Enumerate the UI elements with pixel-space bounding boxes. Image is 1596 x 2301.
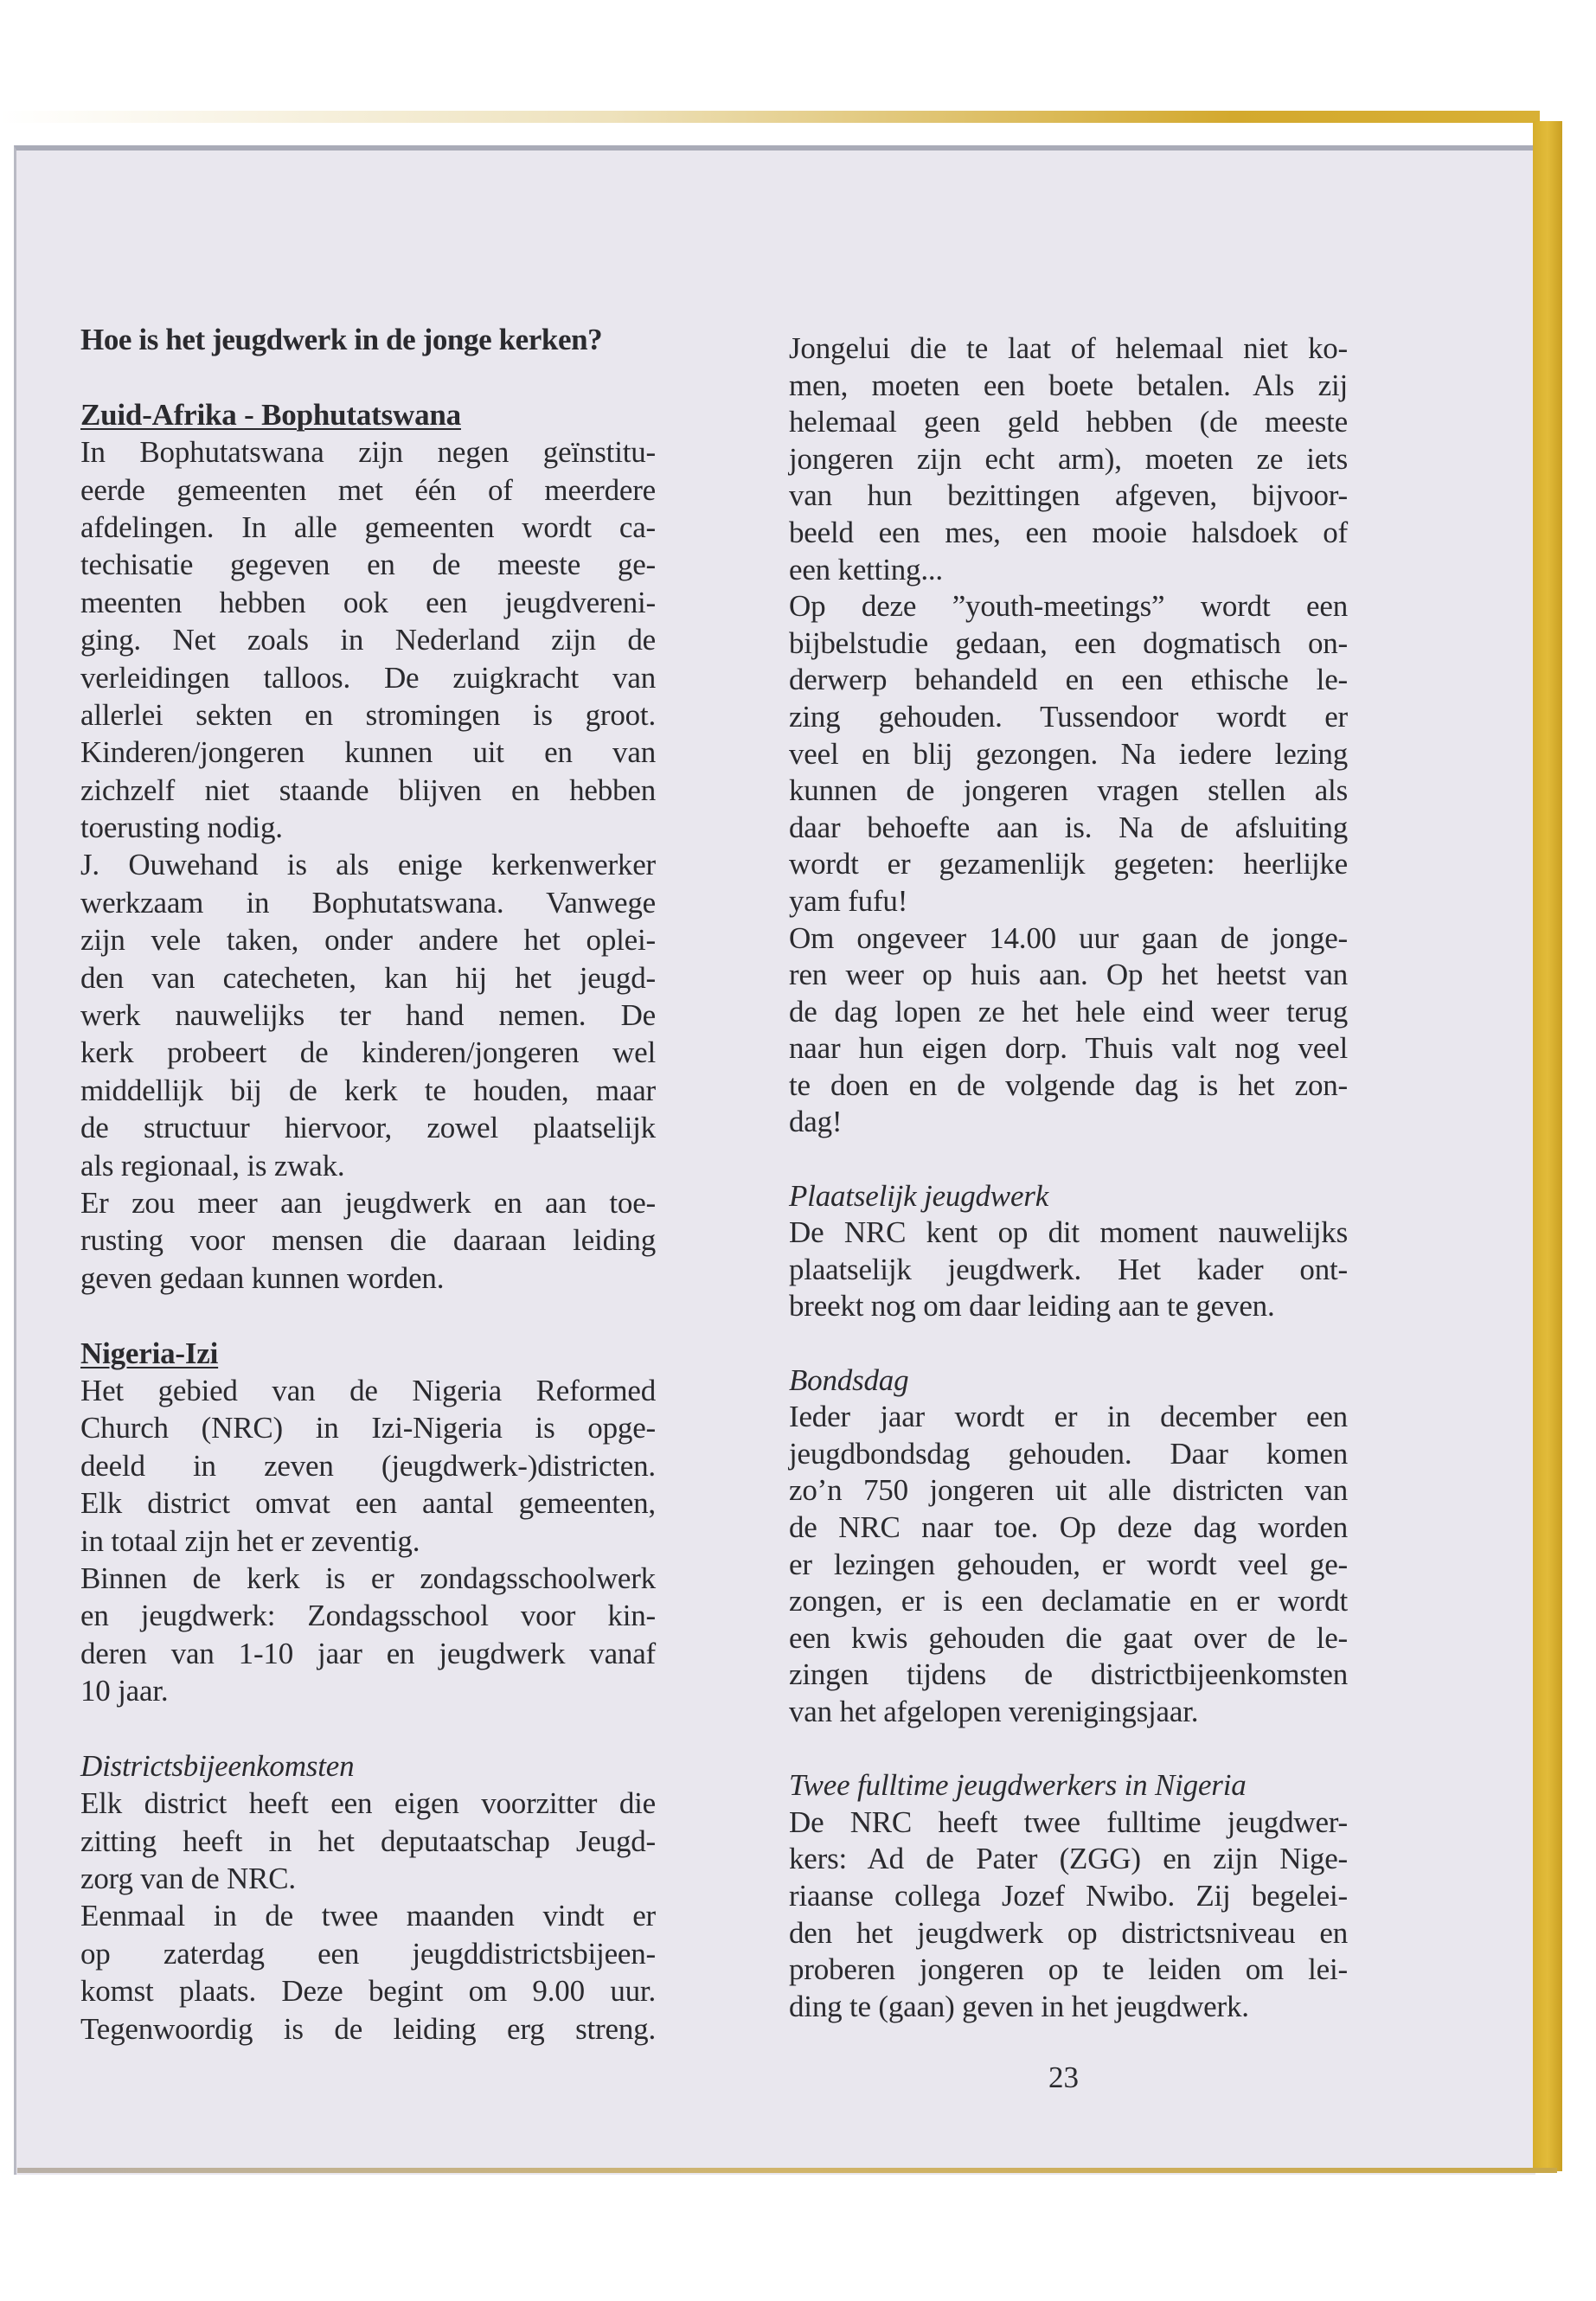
paragraph-line: dag! [789,1105,843,1139]
right-column [789,330,1348,2025]
paragraph-line: veel en blij gezongen. Na iedere lezing [789,736,1348,771]
paragraph-line: riaanse collega Jozef Nwibo. Zij begelei- [789,1878,1348,1913]
paragraph-line: er lezingen gehouden, er wordt veel ge- [789,1547,1348,1581]
paragraph-line: men, moeten een boete betalen. Als zij [789,368,1348,402]
paragraph-line: beeld een mes, een mooie halsdoek of [789,515,1348,549]
paragraph-line: te doen en de volgende dag is het zon- [789,1067,1348,1102]
paragraph-line: toerusting nodig. [80,811,283,845]
paragraph-line: de structuur hiervoor, zowel plaatselijk [80,1111,656,1145]
paragraph-line: Jongelui die te laat of helemaal niet ko- [789,331,1348,365]
paragraph-line: naar hun eigen dorp. Thuis valt nog veel [789,1031,1348,1066]
paragraph-line: proberen jongeren op te leiden om lei- [789,1952,1348,1987]
section-heading: Nigeria-Izi [80,1336,219,1370]
paragraph-line: en jeugdwerk: Zondagsschool voor kin- [80,1599,656,1633]
paragraph-line: deeld in zeven (jeugdwerk-)districten. [80,1448,656,1483]
paragraph-line: kerk probeert de kinderen/jongeren wel [80,1035,656,1070]
paragraph-line: zo’n 750 jongeren uit alle districten van [789,1473,1348,1508]
book-cover-edge [1533,121,1562,2171]
page-number: 23 [1048,2061,1079,2094]
paragraph-line: 10 jaar. [80,1674,169,1708]
article-title: Hoe is het jeugdwerk in de jonge kerken? [80,323,603,356]
paragraph-line: werk nauwelijks ter hand nemen. De [80,998,656,1033]
paragraph-line: Elk district omvat een aantal gemeenten, [80,1486,656,1521]
paragraph-line: ding te (gaan) geven in het jeugdwerk. [789,1989,1249,2023]
paragraph-line: in totaal zijn het er zeventig. [80,1523,420,1558]
subsection-heading: Districtsbijeenkomsten [80,1748,355,1783]
paragraph-line: kunnen de jongeren vragen stellen als [789,773,1348,808]
paragraph-line: de dag lopen ze het hele eind weer terug [789,994,1348,1029]
paragraph-line: bijbelstudie gedaan, een dogmatisch on- [789,625,1348,660]
paragraph-line: In Bophutatswana zijn negen geïnstitu- [80,435,656,470]
paragraph-line: De NRC heeft twee fulltime jeugdwer- [789,1804,1348,1839]
paragraph-line: daar behoefte aan is. Na de afsluiting [789,810,1348,844]
paragraph-line: De NRC kent op dit moment nauwelijks [789,1215,1348,1250]
paragraph-line: geven gedaan kunnen worden. [80,1260,445,1295]
paragraph-line: zichzelf niet staande blijven en hebben [80,772,656,807]
paragraph-line: zongen, er is een declamatie en er wordt [789,1584,1348,1618]
section-heading: Zuid-Afrika - Bophutatswana [80,397,461,432]
paragraph-line: plaatselijk jeugdwerk. Het kader ont- [789,1252,1348,1286]
paragraph-line: werkzaam in Bophutatswana. Vanwege [80,885,656,920]
paragraph-line: den van catecheten, kan hij het jeugd- [80,960,656,995]
paragraph-line: deren van 1-10 jaar en jeugdwerk vanaf [80,1636,656,1670]
left-column [80,321,656,2048]
paragraph-line: zing gehouden. Tussendoor wordt er [789,699,1348,734]
paragraph-line: van hun bezittingen afgeven, bijvoor- [789,478,1348,513]
paragraph-line: techisatie gegeven en de meeste ge- [80,548,656,582]
paragraph-line: Het gebied van de Nigeria Reformed [80,1373,656,1407]
paragraph-line: komst plaats. Deze begint om 9.00 uur. [80,1974,656,2009]
blank-line [80,1297,656,1334]
paragraph-line: de NRC naar toe. Op deze dag worden [789,1510,1348,1544]
blank-line [80,358,656,395]
blank-line [789,1731,1348,1768]
paragraph-line: zingen tijdens de districtbijeenkomsten [789,1657,1348,1692]
paragraph-line: Church (NRC) in Izi-Nigeria is opge- [80,1411,656,1445]
paragraph-line: Om ongeveer 14.00 uur gaan de jonge- [789,920,1348,955]
paragraph-line: zitting heeft in het deputaatschap Jeugd- [80,1823,656,1858]
paragraph-line: helemaal geen geld hebben (de meeste [789,405,1348,439]
paragraph-line: derwerp behandeld en een ethische le- [789,663,1348,697]
paragraph-line: zorg van de NRC. [80,1862,296,1896]
paragraph-line: op zaterdag een jeugddistrictsbijeen- [80,1936,656,1971]
paragraph-line: Ieder jaar wordt er in december een [789,1400,1348,1434]
paragraph-line: Binnen de kerk is er zondagsschoolwerk [80,1561,656,1595]
blank-line [789,1325,1348,1362]
paragraph-line: Eenmaal in de twee maanden vindt er [80,1899,656,1933]
subsection-heading: Bondsdag [789,1362,909,1397]
paragraph-line: zijn vele taken, onder andere het oplei- [80,923,656,958]
paragraph-line: ren weer op huis aan. Op het heetst van [789,958,1348,992]
paragraph-line: ging. Net zoals in Nederland zijn de [80,623,656,657]
subsection-heading: Plaatselijk jeugdwerk [789,1178,1049,1213]
book-bottom-edge [17,2168,1557,2173]
paragraph-line: een kwis gehouden die gaat over de le- [789,1620,1348,1655]
paragraph-line: Op deze ”youth-meetings” wordt een [789,589,1348,624]
paragraph-line: den het jeugdwerk op districtsniveau en [789,1915,1348,1950]
paragraph-line: breekt nog om daar leiding aan te geven. [789,1289,1275,1324]
paragraph-line: rusting voor mensen die daaraan leiding [80,1223,656,1258]
paragraph-line: Er zou meer aan jeugdwerk en aan toe- [80,1185,656,1220]
paragraph-line: J. Ouwehand is als enige kerkenwerker [80,848,656,882]
paragraph-line: verleidingen talloos. De zuigkracht van [80,660,656,695]
blank-line [789,1141,1348,1178]
paragraph-line: jongeren zijn echt arm), moeten ze iets [789,441,1348,476]
paragraph-line: kers: Ad de Pater (ZGG) en zijn Nige- [789,1842,1348,1876]
paragraph-line: middellijk bij de kerk te houden, maar [80,1073,656,1107]
paragraph-line: Elk district heeft een eigen voorzitter die [80,1786,656,1821]
book-top-edge [0,111,1540,123]
paragraph-line: afdelingen. In alle gemeenten wordt ca- [80,510,656,544]
paragraph-line: meenten hebben ook een jeugdvereni- [80,585,656,619]
paragraph-line: jeugdbondsdag gehouden. Daar komen [789,1436,1348,1471]
paragraph-line: als regionaal, is zwak. [80,1148,345,1183]
paragraph-line: een ketting... [789,552,943,586]
paragraph-line: van het afgelopen verenigingsjaar. [789,1694,1199,1728]
paragraph-line: wordt er gezamenlijk gegeten: heerlijke [789,847,1348,881]
paragraph-line: Tegenwoordig is de leiding erg streng. [80,2011,656,2046]
paragraph-line: Kinderen/jongeren kunnen uit en van [80,735,656,770]
subsection-heading: Twee fulltime jeugdwerkers in Nigeria [789,1768,1247,1803]
paragraph-line: eerde gemeenten met één of meerdere [80,472,656,507]
blank-line [80,1709,656,1747]
paragraph-line: allerlei sekten en stromingen is groot. [80,697,656,732]
paragraph-line: yam fufu! [789,883,908,918]
